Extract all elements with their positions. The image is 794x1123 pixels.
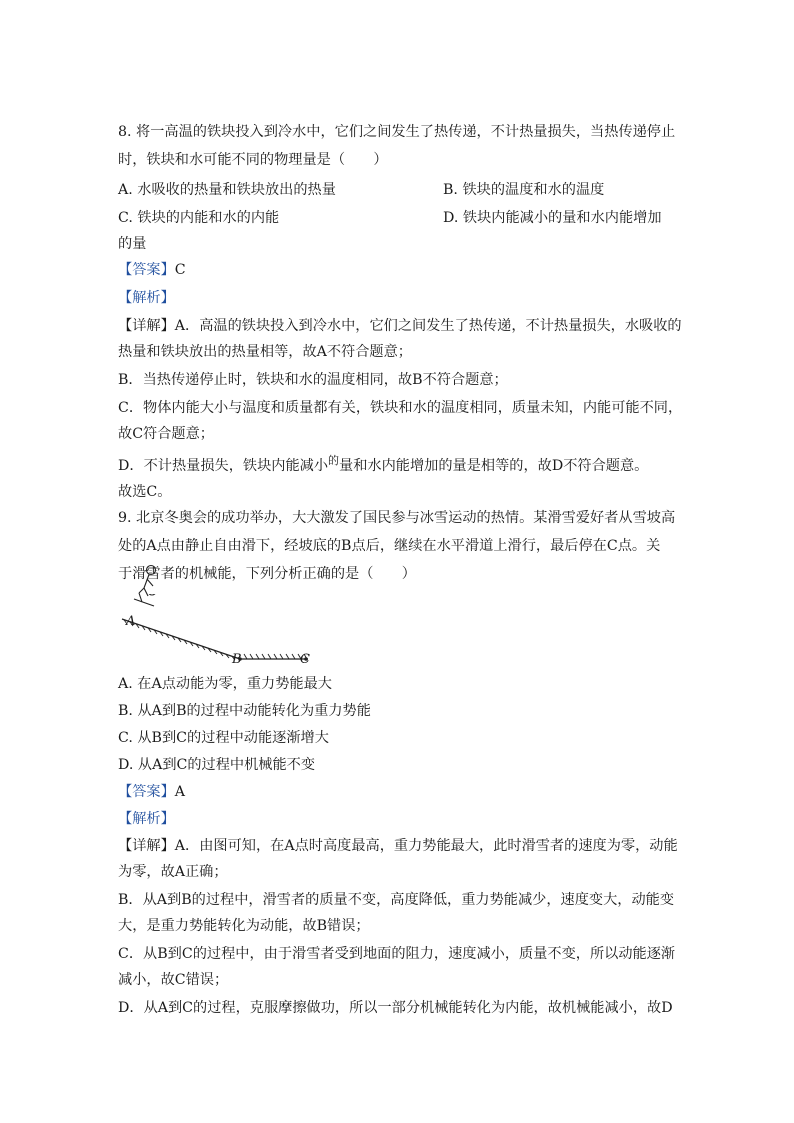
- q9-explanation-d: D．从A到C的过程，克服摩擦做功，所以一部分机械能转化为内能，故机械能减小，故D: [118, 1000, 673, 1016]
- skier-person-icon: [134, 566, 156, 607]
- q8-conclusion: 故选C。: [118, 484, 172, 500]
- label-point-a: A: [126, 614, 136, 629]
- q9-explanation-c-line1: C．从B到C的过程中，由于滑雪者受到地面的阻力，速度减小，质量不变，所以动能逐渐: [118, 946, 676, 962]
- label-point-b: B: [232, 652, 242, 667]
- q8-answer-label: 【答案】: [118, 262, 175, 278]
- q8-explanation-b: B．当热传递停止时，铁块和水的温度相同，故B不符合题意；: [118, 372, 508, 388]
- q8-explanation-d-part2: 量和水内能增加的量是相等的，故D不符合题意。: [339, 458, 649, 474]
- q9-stem-line2: 处的A点由静止自由滑下，经坡底的B点后，继续在水平滑道上滑行，最后停在C点。关: [118, 538, 661, 554]
- track-hatching: [244, 654, 307, 659]
- q8-answer-value: C: [174, 262, 186, 278]
- q9-answer-value: A: [174, 784, 186, 800]
- q8-explanation-a-line2: 热量和铁块放出的热量相等，故A不符合题意；: [118, 344, 412, 360]
- q8-option-b: B. 铁块的温度和水的温度: [443, 182, 605, 198]
- q8-stem-line1: 8. 将一高温的铁块投入到冷水中，它们之间发生了热传递，不计热量损失，当热传递停止: [118, 124, 676, 140]
- q8-option-d-line2: 的量: [118, 236, 147, 252]
- q8-explanation-a-line1: [118, 316, 682, 336]
- q9-explanation-c-line2: 减小，故C错误；: [118, 972, 229, 988]
- q9-analysis-label: 【解析】: [118, 811, 175, 827]
- q9-option-b: B. 从A到B的过程中动能转化为重力势能: [118, 703, 371, 719]
- q8-explanation-a-text: A．高温的铁块投入到冷水中，它们之间发生了热传递，不计热量损失，水吸收的: [174, 318, 682, 334]
- q9-option-a: A. 在A点动能为零，重力势能最大: [118, 676, 332, 692]
- q8-explanation-d-part1: D．不计热量损失，铁块内能减小: [118, 458, 329, 474]
- q8-explanation-c-line2: 故C符合题意；: [118, 426, 214, 442]
- q8-explanation-c-line1: C．物体内能大小与温度和质量都有关，铁块和水的温度相同，质量未知，内能可能不同，: [118, 400, 683, 416]
- q9-detail-label: 【详解】: [118, 838, 175, 854]
- label-point-c: C: [300, 652, 310, 667]
- q8-option-d-line1: D. 铁块内能减小的量和水内能增加: [443, 210, 662, 226]
- q8-analysis-label: 【解析】: [118, 290, 175, 306]
- q9-explanation-a-line2: 为零，故A正确；: [118, 864, 228, 880]
- q8-detail-label: 【详解】: [118, 318, 175, 334]
- slope-line: [122, 619, 240, 659]
- q9-answer-label: 【答案】: [118, 784, 175, 800]
- q8-explanation-d-superscript: 的: [328, 454, 340, 467]
- q9-option-d: D. 从A到C的过程中机械能不变: [118, 757, 316, 773]
- q8-stem-line2: 时，铁块和水可能不同的物理量是（ ）: [118, 152, 388, 168]
- skier-figure: [120, 562, 170, 612]
- q8-option-c: C. 铁块的内能和水的内能: [118, 210, 280, 226]
- q9-explanation-a-text: A．由图可知，在A点时高度最高，重力势能最大，此时滑雪者的速度为零，动能: [174, 838, 678, 854]
- q9-answer: [118, 782, 185, 802]
- q8-option-a: A. 水吸收的热量和铁块放出的热量: [118, 182, 336, 198]
- q9-stem-line3: 于滑雪者的机械能，下列分析正确的是（ ）: [118, 566, 416, 582]
- q9-explanation-b-line2: 大，是重力势能转化为动能，故B错误；: [118, 918, 370, 934]
- q8-answer: [118, 260, 186, 280]
- q9-stem-line1: 9. 北京冬奥会的成功举办，大大激发了国民参与冰雪运动的热情。某滑雪爱好者从雪坡高: [118, 510, 676, 526]
- q9-explanation-a-line1: [118, 836, 678, 856]
- q9-option-c: C. 从B到C的过程中动能逐渐增大: [118, 730, 329, 746]
- q9-explanation-b-line1: B．从A到B的过程中，滑雪者的质量不变，高度降低，重力势能减少，速度变大，动能变: [118, 892, 675, 908]
- q8-explanation-d: [118, 456, 648, 477]
